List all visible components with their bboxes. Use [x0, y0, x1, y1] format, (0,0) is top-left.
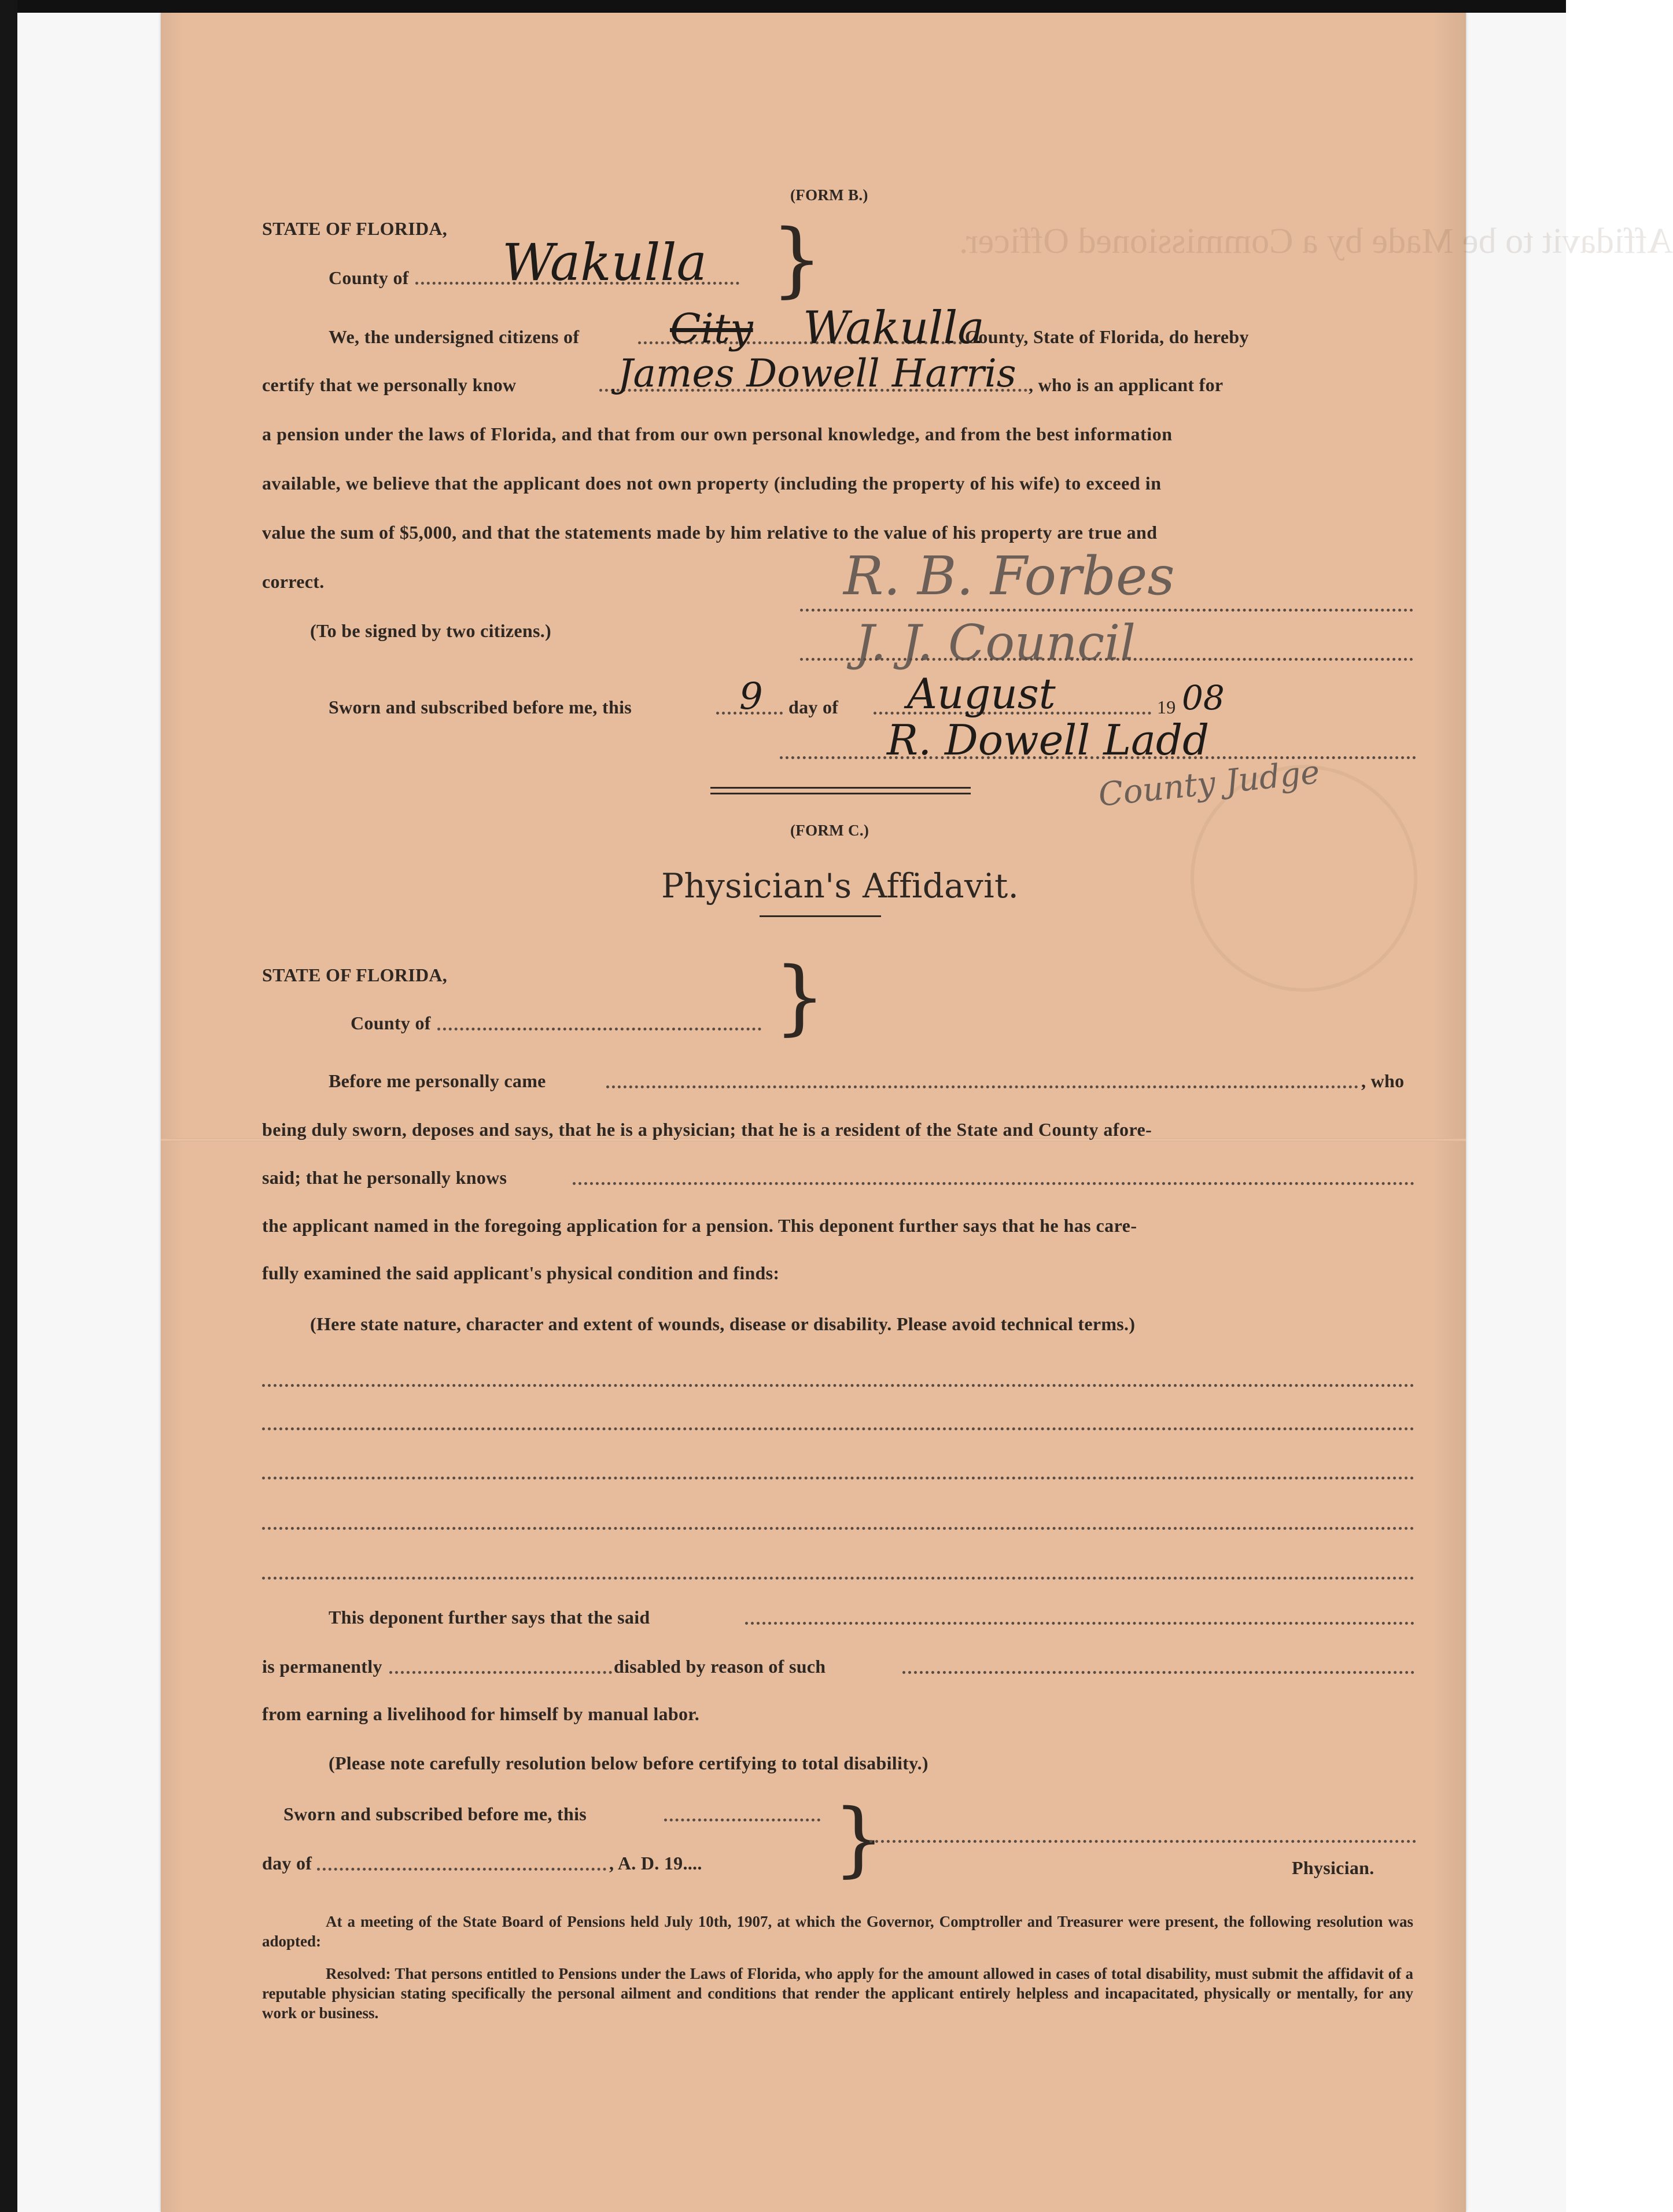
form-c-physician-line	[869, 1840, 1416, 1843]
form-c-further-fill	[745, 1622, 1414, 1625]
form-b-signature-1: R. B. Forbes	[843, 545, 1175, 607]
form-c-sworn-prefix: Sworn and subscribed before me, this	[283, 1804, 587, 1824]
form-c-such-fill	[902, 1671, 1414, 1674]
form-c-came-fill	[606, 1085, 1358, 1088]
form-b-line6: correct.	[262, 571, 325, 592]
form-b-sworn-prefix: Sworn and subscribed before me, this	[329, 697, 632, 717]
form-c-meeting-text: At a meeting of the State Board of Pensions held July 10th, 1907, at which the Governor, Comptroller and Treasurer were present, the following resolution was adopted:	[262, 1913, 1413, 1950]
form-b-certify-suffix: , who is an applicant for	[1029, 374, 1224, 395]
form-c-finding-line	[262, 1577, 1414, 1580]
form-b-sworn-day: 9	[739, 675, 763, 718]
bleed-through-heading: Affidavit to be Made by a Commissioned Officer.	[959, 222, 1673, 261]
form-b-citizens-suffix: County, State of Florida, do hereby	[965, 326, 1249, 347]
form-b-line3: a pension under the laws of Florida, and that from our own personal knowledge, and from the best information	[262, 424, 1173, 444]
document-page	[161, 13, 1673, 2212]
form-c-title: Physician's Affidavit.	[661, 866, 1019, 906]
scanner-frame-top	[0, 0, 1566, 13]
form-c-physician-label: Physician.	[1292, 1857, 1374, 1878]
section-divider-bottom	[710, 793, 971, 794]
form-c-line2: being duly sworn, deposes and says, that he is a physician; that he is a resident of the State and County afore-	[262, 1119, 1152, 1140]
form-b-sworn-day-label: day of	[788, 697, 839, 717]
form-c-came-suffix: , who	[1361, 1070, 1405, 1091]
form-c-perm-prefix: is permanently	[262, 1656, 382, 1677]
form-b-official-line	[780, 756, 1416, 759]
form-b-citizens-prefix: We, the undersigned citizens of	[329, 326, 580, 347]
form-b-signature-2-line	[800, 658, 1413, 661]
form-c-ad-label: , A. D. 19....	[609, 1853, 702, 1874]
form-b-state-label: STATE OF FLORIDA,	[262, 218, 448, 239]
form-b-sworn-month: August	[907, 669, 1056, 718]
form-c-day-fill	[317, 1868, 606, 1871]
form-b-signed-note: (To be signed by two citizens.)	[310, 620, 552, 641]
form-c-finding-line	[262, 1527, 1414, 1530]
form-b-heading: (FORM B.)	[790, 186, 868, 204]
scanner-frame-left	[0, 0, 17, 2212]
form-c-brace: }	[774, 950, 826, 1044]
form-c-came-prefix: Before me personally came	[329, 1070, 546, 1091]
form-c-finding-line	[262, 1477, 1414, 1479]
form-c-finding-line	[262, 1384, 1414, 1387]
form-b-sworn-year: 08	[1182, 678, 1225, 717]
form-b-official-signature: R. Dowell Ladd	[887, 716, 1210, 764]
form-b-sworn-year-prefix: 19	[1157, 697, 1176, 717]
form-b-signature-2: J. J. Council	[855, 614, 1136, 671]
form-c-finding-line	[262, 1427, 1414, 1430]
form-c-perm-mid: disabled by reason of such	[614, 1656, 826, 1677]
form-c-heading: (FORM C.)	[790, 822, 869, 839]
form-b-official-title: County Judge	[1096, 753, 1322, 814]
form-c-instructions: (Here state nature, character and extent of wounds, disease or disability. Please avoid technical terms.)	[310, 1313, 1136, 1334]
form-c-resolved-text: Resolved: That persons entitled to Pensions under the Laws of Florida, who apply for the amount allowed in cases of total disability, must submit the affidavit of a reputable physician stating specifically the personal ailment and conditions that render the applicant entirely helpless and incapacitated, physically or mentally, for any work or business.	[262, 1965, 1413, 2022]
form-c-line4: the applicant named in the foregoing application for a pension. This deponent further says that he has care-	[262, 1215, 1137, 1236]
form-b-county-label: County of	[329, 267, 409, 288]
form-b-applicant-name: James Dowell Harris	[618, 351, 1016, 396]
form-c-brace-sworn: }	[833, 1792, 885, 1886]
form-c-county-label: County of	[351, 1013, 431, 1033]
form-c-perm-fill	[389, 1671, 612, 1674]
form-c-knows-fill	[573, 1182, 1414, 1185]
form-c-further-prefix: This deponent further says that the said	[329, 1607, 650, 1628]
form-b-signature-1-line	[800, 609, 1413, 612]
form-b-brace: }	[771, 212, 823, 307]
form-b-line5: value the sum of $5,000, and that the statements made by him relative to the value of his property are true and	[262, 522, 1158, 543]
form-b-county-value: Wakulla	[502, 233, 707, 292]
form-b-certify-prefix: certify that we personally know	[262, 374, 517, 395]
form-c-state-label: STATE OF FLORIDA,	[262, 965, 448, 985]
form-b-citizens-county: Wakulla	[803, 302, 985, 354]
form-b-line4: available, we believe that the applicant does not own property (including the property of his wife) to exceed in	[262, 473, 1162, 494]
form-c-line5: fully examined the said applicant's physical condition and finds:	[262, 1263, 780, 1283]
section-divider-top	[710, 787, 971, 789]
form-c-note: (Please note carefully resolution below before certifying to total disability.)	[329, 1753, 928, 1773]
form-c-county-fill	[437, 1028, 761, 1030]
form-c-livelihood: from earning a livelihood for himself by manual labor.	[262, 1703, 700, 1724]
form-c-day-of: day of	[262, 1853, 312, 1874]
form-b-struck-value: City	[670, 305, 753, 352]
form-c-title-rule	[760, 915, 881, 917]
form-c-line3-prefix: said; that he personally knows	[262, 1167, 507, 1188]
form-c-sworn-fill	[664, 1819, 820, 1821]
